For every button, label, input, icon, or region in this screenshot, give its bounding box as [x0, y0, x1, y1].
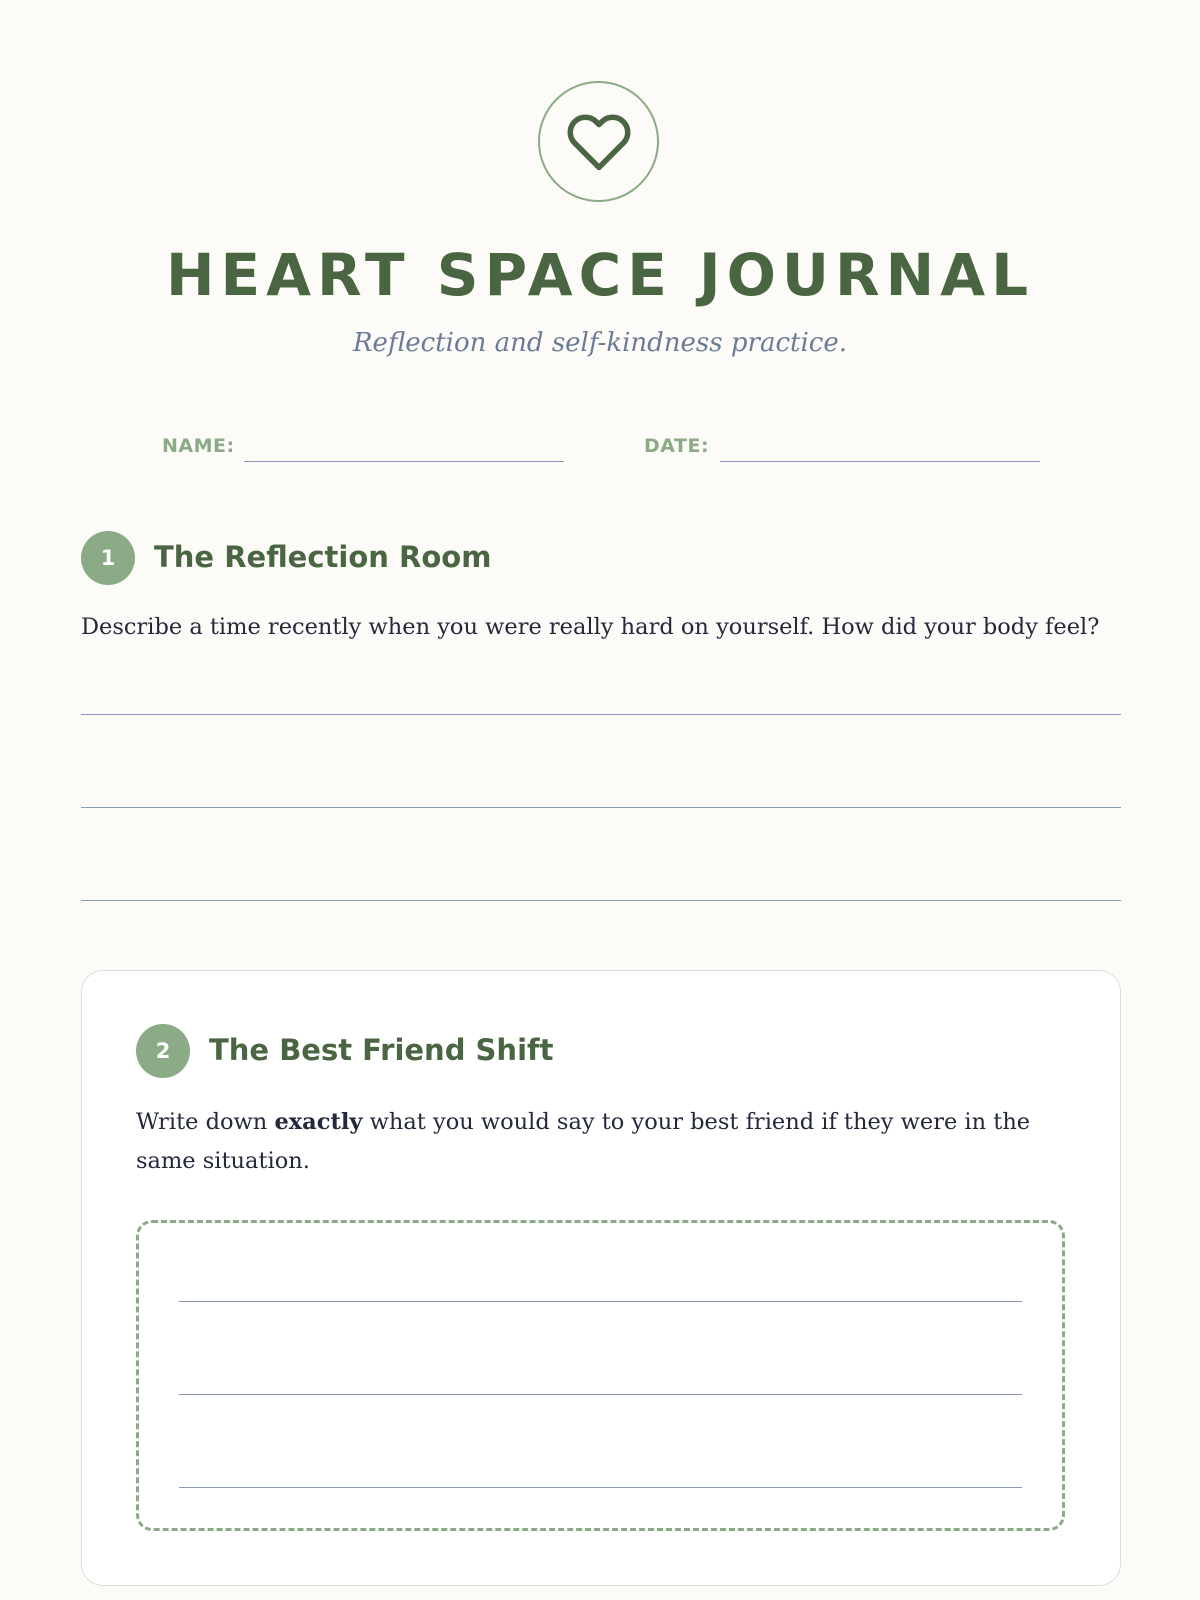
- section-2-writing-line[interactable]: [179, 1301, 1022, 1302]
- section-2-prompt-emphasis: exactly: [274, 1109, 363, 1135]
- heart-icon: [566, 109, 632, 175]
- section-2-writing-line[interactable]: [179, 1487, 1022, 1488]
- name-label: NAME:: [162, 435, 235, 457]
- section-2-prompt: [136, 1103, 1036, 1181]
- step-2-badge: 2: [136, 1024, 190, 1078]
- date-field[interactable]: [720, 461, 1040, 462]
- section-2-prompt-start: Write down: [136, 1109, 275, 1135]
- section-1-writing-line[interactable]: [81, 714, 1121, 715]
- section-2-response-box[interactable]: [136, 1220, 1065, 1531]
- date-label: DATE:: [644, 435, 710, 457]
- section-1-writing-line[interactable]: [81, 900, 1121, 901]
- section-2-writing-line[interactable]: [179, 1394, 1022, 1395]
- page-subtitle: Reflection and self-kindness practice.: [352, 328, 847, 358]
- section-2-heading: The Best Friend Shift: [209, 1033, 554, 1067]
- section-1-prompt: Describe a time recently when you were really hard on yourself. How did your body feel?: [81, 614, 1100, 640]
- section-2-prompt-end: what you would say to your best friend if they were in the same situation.: [136, 1109, 1031, 1174]
- section-1-heading: The Reflection Room: [154, 540, 492, 574]
- name-field[interactable]: [244, 461, 564, 462]
- heart-badge: [538, 81, 659, 202]
- section-1-writing-line[interactable]: [81, 807, 1121, 808]
- page-title: HEART SPACE JOURNAL: [165, 241, 1035, 309]
- step-1-badge: 1: [81, 531, 135, 585]
